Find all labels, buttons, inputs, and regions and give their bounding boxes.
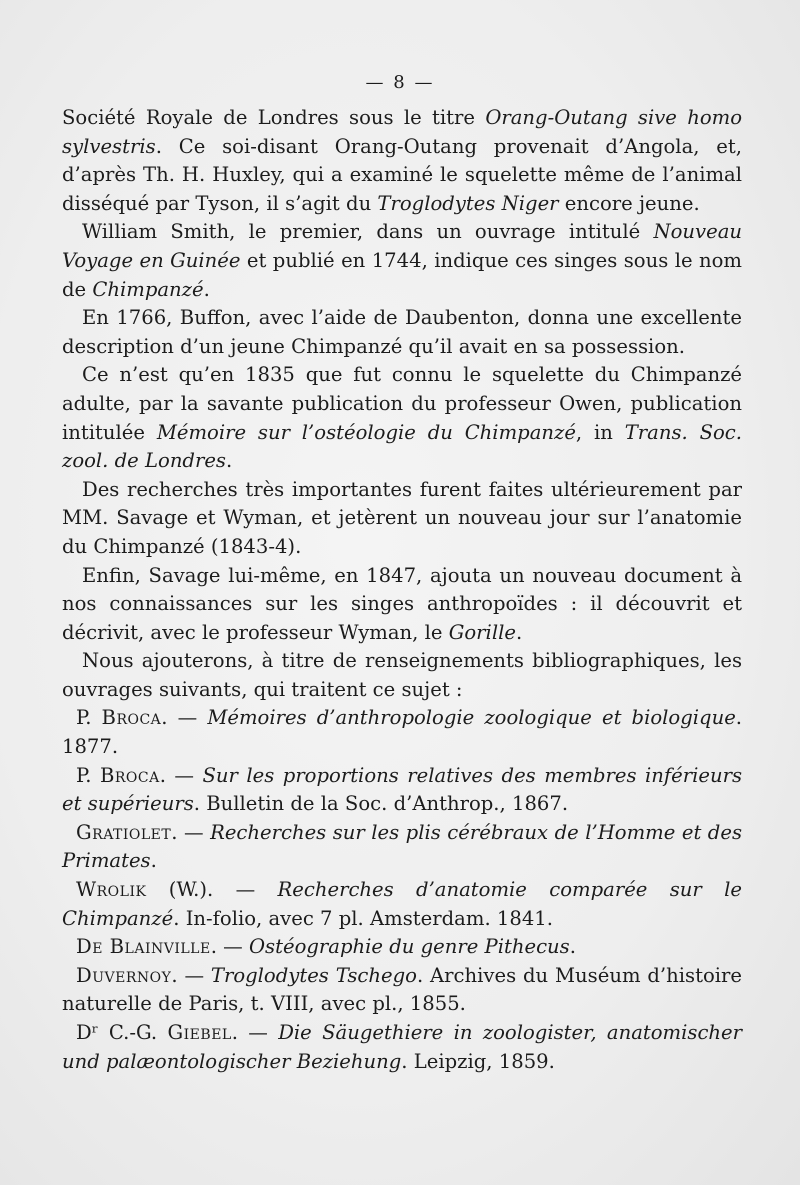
italic-text: Chimpanzé <box>92 277 204 301</box>
author-name: De Blainville <box>76 935 211 959</box>
author-name: Broca <box>99 763 160 787</box>
text-run: Dʳ C.-G. <box>76 1021 168 1044</box>
text-run: . — <box>171 820 211 844</box>
italic-text: Die Säugethiere in zoologister, anatomischer und palæontologischer Beziehung <box>62 1021 743 1073</box>
text-run: . Archives du Muséum d’histoire naturelle de Paris, t. VIII, avec pl., 1855. <box>62 963 742 1016</box>
author-name: Duvernoy <box>76 963 172 987</box>
paragraph-savage-wyman <box>62 476 742 562</box>
paragraph-gorille <box>62 562 742 648</box>
text-run: William Smith, le premier, dans un ouvrage intitulé <box>82 220 654 244</box>
text-run: Ce n’est qu’en 1835 que fut connu le squelette du Chimpanzé adulte, par la savante publication du professeur Owen, publication intitulée <box>62 363 742 444</box>
text-run: En 1766, Buffon, avec l’aide de Daubenton, donna une excellente description d’un jeune Chimpanzé qu’il avait en sa possession. <box>62 306 742 358</box>
text-run: . <box>150 849 157 873</box>
text-run: . 1877. <box>62 706 743 759</box>
text-run: . <box>515 620 523 644</box>
text-run: . <box>569 935 576 959</box>
text-run: . Bulletin de la Soc. d’Anthrop., 1867. <box>193 792 569 816</box>
italic-text: Troglodytes Tschego <box>210 963 417 987</box>
reference-broca-1867 <box>62 762 742 819</box>
reference-de-blainville <box>62 933 742 962</box>
reference-giebel <box>62 1019 742 1076</box>
reference-wrolik <box>62 876 742 933</box>
italic-text: Mémoires d’anthropologie zoologique et biologique <box>207 706 736 730</box>
author-name: Gratiolet <box>76 820 172 844</box>
paragraph-william-smith <box>62 218 742 304</box>
text-run: . — <box>161 706 208 730</box>
reference-broca-1877 <box>62 704 742 761</box>
text-run: . — <box>210 935 249 959</box>
text-run: P. <box>76 763 100 787</box>
body-text <box>62 104 742 1076</box>
paragraph-owen <box>62 361 742 475</box>
text-run: Société Royale de Londres sous le titre <box>62 106 486 129</box>
text-run: . — <box>171 963 211 987</box>
author-name: Broca <box>101 706 162 730</box>
italic-text: Recherches sur les plis cérébraux de l’Homme et des Primates <box>62 820 743 873</box>
italic-text: Troglodytes Niger <box>377 191 559 215</box>
italic-text: Mémoire sur l’ostéologie du Chimpanzé <box>156 420 576 444</box>
reference-gratiolet <box>62 819 742 876</box>
text-run: . Ce soi-disant Orang-Outang provenait d’Angola, et, d’après Th. H. Huxley, qui a examiné le squelette même de l’animal disséqué par Tyson, il s’agit du <box>62 134 742 215</box>
author-name: Giebel <box>167 1021 232 1044</box>
text-run: encore jeune. <box>558 191 700 215</box>
italic-text: Gorille <box>448 620 516 644</box>
text-run: . <box>226 449 233 473</box>
paragraphs <box>62 104 742 704</box>
author-name: Wrolik <box>76 878 147 902</box>
page-number: — 8 — <box>365 72 435 93</box>
text-run: Nous ajouterons, à titre de renseignements bibliographiques, les ouvrages suivants, qui traitent ce sujet : <box>62 649 742 701</box>
text-run: Des recherches très importantes furent faites ultérieurement par MM. Savage et Wyman, et jetèrent un nouveau jour sur l’anatomie du Chimpanzé (1843-4). <box>62 477 742 558</box>
text-run: . Leipzig, 1859. <box>401 1049 555 1073</box>
text-run: . — <box>159 763 203 787</box>
bibliography-list <box>62 704 742 1076</box>
paragraph-tyson <box>62 104 742 218</box>
text-run: . <box>203 277 210 301</box>
text-run: , in <box>575 420 625 444</box>
text-run: et publié en 1744, indique ces singes sous le nom de <box>62 248 742 301</box>
paragraph-bibliography-intro <box>62 647 742 704</box>
italic-text: Orang-Outang sive homo sylvestris <box>62 106 742 158</box>
italic-text: Trans. Soc. zool. de Londres <box>62 420 742 473</box>
italic-text: Ostéographie du genre Pithecus <box>248 935 570 959</box>
reference-duvernoy <box>62 962 742 1019</box>
text-run: P. <box>76 706 102 730</box>
text-run: Enfin, Savage lui-même, en 1847, ajouta un nouveau document à nos connaissances sur les singes anthropoïdes : il découvrit et décrivit, avec le professeur Wyman, le <box>62 563 742 644</box>
italic-text: Recherches d’anatomie comparée sur le Chimpanzé <box>62 878 742 930</box>
text-run: (W.). — <box>146 878 278 902</box>
italic-text: Nouveau Voyage en Guinée <box>62 220 742 272</box>
text-run: . — <box>231 1021 279 1044</box>
text-run: . In-folio, avec 7 pl. Amsterdam. 1841. <box>173 906 553 930</box>
paragraph-buffon <box>62 304 742 361</box>
italic-text: Sur les proportions relatives des membres inférieurs et supérieurs <box>62 763 743 816</box>
